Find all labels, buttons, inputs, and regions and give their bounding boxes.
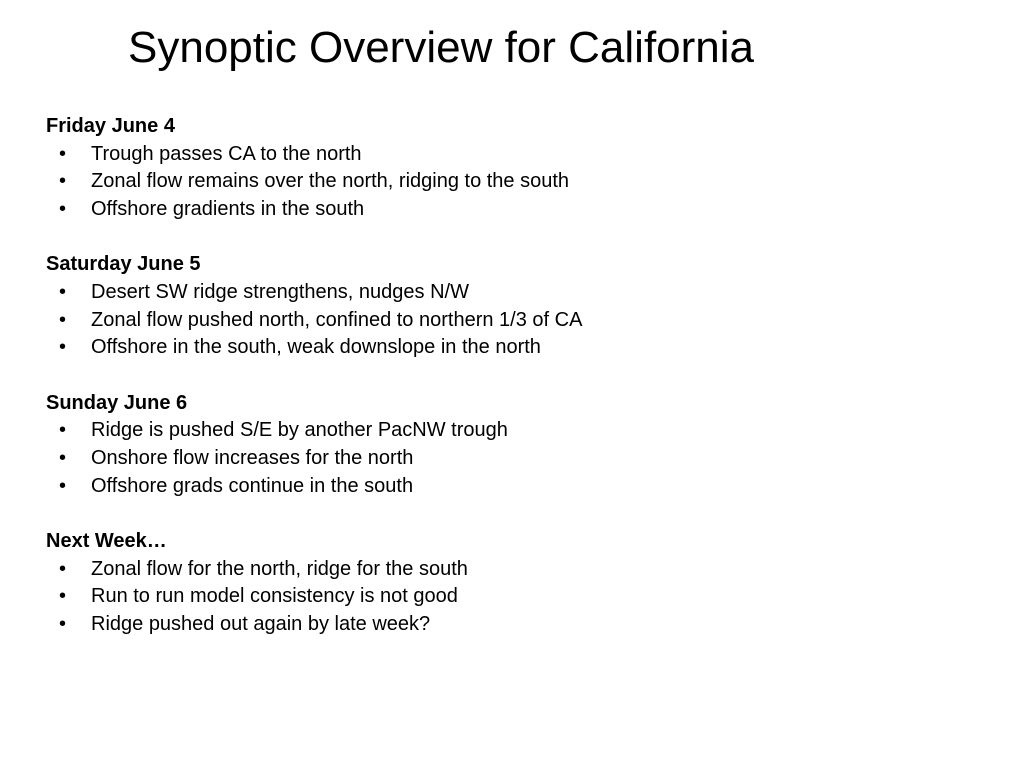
bullet-text: Run to run model consistency is not good bbox=[91, 585, 458, 608]
list-item bbox=[46, 168, 986, 196]
section-heading: Friday June 4 bbox=[46, 115, 175, 137]
section-heading: Next Week… bbox=[46, 529, 167, 552]
list-item bbox=[46, 417, 986, 445]
list-item bbox=[46, 196, 986, 224]
bullet-text: Offshore grads continue in the south bbox=[91, 474, 414, 497]
bullet-icon: • bbox=[59, 281, 67, 304]
bullet-icon: • bbox=[59, 585, 67, 608]
slide-title: Synoptic Overview for California bbox=[128, 23, 755, 72]
bullet-text: Offshore gradients in the south bbox=[91, 198, 365, 221]
bullet-text: Trough passes CA to the north bbox=[91, 142, 362, 165]
bullet-icon: • bbox=[59, 170, 67, 193]
bullet-list bbox=[46, 556, 986, 639]
bullet-text: Zonal flow pushed north, confined to northern 1/3 of CA bbox=[91, 308, 583, 331]
list-item bbox=[46, 445, 986, 473]
bullet-text: Ridge pushed out again by late week? bbox=[91, 613, 431, 636]
section-heading: Sunday June 6 bbox=[46, 391, 188, 414]
section-sunday bbox=[46, 390, 986, 501]
bullet-icon: • bbox=[59, 308, 67, 331]
bullet-text: Zonal flow for the north, ridge for the south bbox=[91, 557, 468, 580]
section-saturday bbox=[46, 251, 986, 362]
list-item bbox=[46, 279, 986, 307]
bullet-icon: • bbox=[59, 557, 67, 580]
bullet-text: Ridge is pushed S/E by another PacNW trough bbox=[91, 419, 508, 442]
section-heading: Saturday June 5 bbox=[46, 253, 201, 276]
bullet-text: Onshore flow increases for the north bbox=[91, 447, 414, 470]
bullet-icon: • bbox=[59, 474, 67, 497]
list-item bbox=[46, 141, 986, 169]
bullet-list bbox=[46, 279, 986, 362]
section-next-week bbox=[46, 528, 986, 639]
bullet-icon: • bbox=[59, 419, 67, 442]
slide-content bbox=[46, 113, 986, 666]
bullet-icon: • bbox=[59, 447, 67, 470]
list-item bbox=[46, 473, 986, 501]
bullet-text: Offshore in the south, weak downslope in the north bbox=[91, 336, 541, 359]
bullet-icon: • bbox=[59, 613, 67, 636]
bullet-list bbox=[46, 417, 986, 500]
list-item bbox=[46, 611, 986, 639]
bullet-icon: • bbox=[59, 336, 67, 359]
section-friday bbox=[46, 113, 986, 224]
bullet-text: Zonal flow remains over the north, ridging to the south bbox=[91, 170, 570, 193]
bullet-list bbox=[46, 141, 986, 224]
list-item bbox=[46, 307, 986, 335]
list-item bbox=[46, 583, 986, 611]
bullet-text: Desert SW ridge strengthens, nudges N/W bbox=[91, 281, 469, 304]
bullet-icon: • bbox=[59, 198, 67, 221]
bullet-icon: • bbox=[59, 142, 67, 165]
list-item bbox=[46, 334, 986, 362]
list-item bbox=[46, 556, 986, 584]
